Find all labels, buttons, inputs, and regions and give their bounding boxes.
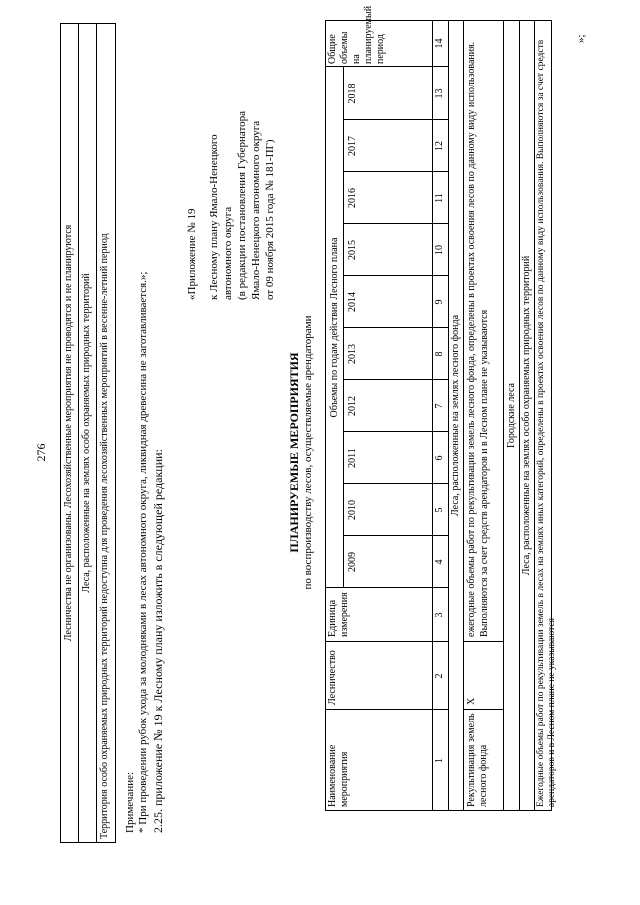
top-table-row: Территория особо охраняемых природных территорий недоступна для проведения лесохозяйственных мероприятий в весенне-летний период	[99, 233, 110, 839]
header-name: Наименование мероприятия	[327, 744, 350, 807]
row-text: Ежегодные объемы работ по рекультивации земель в лесах на землях иных категорий, определены в проектах освоения лесов по данному виду использования. Выполняются за счет средств арендаторов и в Лесном плане не указываются	[536, 39, 557, 807]
row-forestry: Х	[466, 697, 477, 705]
clause-text: 2.25. приложение № 19 к Лесному плану изложить в следующей редакции:	[151, 449, 165, 833]
header-volumes: Объемы по годам действия Лесного плана	[329, 237, 340, 418]
year-cell: 2009	[347, 552, 358, 572]
year-cell: 2018	[347, 83, 358, 104]
col-number: 5	[434, 507, 445, 513]
closing-mark: »;	[575, 34, 587, 43]
top-table-row: Леса, расположенные на землях особо охраняемых природных территорий	[81, 273, 92, 593]
col-number: 6	[434, 455, 445, 461]
heading-title: ПЛАНИРУЕМЫЕ МЕРОПРИЯТИЯ	[287, 352, 301, 553]
heading-subtitle: по воспроизводству лесов, осуществляемые арендаторами	[302, 315, 314, 590]
year-cell: 2016	[347, 188, 358, 208]
col-number: 1	[434, 758, 445, 763]
note-title: Примечание:	[124, 771, 136, 833]
col-number: 14	[434, 38, 445, 49]
page-number: 276	[34, 443, 48, 462]
divider	[78, 23, 79, 843]
col-number: 10	[434, 245, 445, 255]
col-number: 3	[434, 612, 445, 618]
col-number: 9	[434, 299, 445, 305]
year-cell: 2017	[347, 136, 358, 156]
year-cell: 2012	[347, 396, 358, 416]
col-number: 4	[434, 559, 445, 565]
appendix-line: (в редакции постановления Губернатора	[236, 111, 248, 300]
note-text: * При проведении рубок ухода за молодняками в лесах автономного округа, ликвидная древесина не заготавливается.»;	[137, 271, 149, 833]
row-text: ежегодные объемы работ по рекультивации земель лесного фонда, определены в проектах освоения лесов по данному виду использования. Выполняются за счет средств арендаторов и в Лесном плане не указываются	[466, 41, 490, 637]
col-number: 13	[434, 88, 445, 99]
col-number: 12	[434, 141, 445, 151]
year-cell: 2011	[347, 448, 358, 468]
appendix-line: Ямало-Ненецкого автономного округа	[250, 120, 262, 300]
col-number: 2	[434, 673, 445, 679]
year-cell: 2014	[347, 292, 358, 312]
header-forestry: Лесничество	[327, 650, 338, 705]
row-name: Рекультивация земель лесного фонда	[466, 713, 489, 807]
year-cell: 2013	[347, 344, 358, 364]
top-table-row: Лесничества не организованы. Лесохозяйственные мероприятия не проводятся и не планируются	[63, 224, 74, 642]
col-number: 8	[434, 351, 445, 357]
section-row: Леса, расположенные на землях лесного фонда	[450, 314, 461, 517]
appendix-line: к Лесному плану Ямало-Ненецкого	[208, 134, 220, 300]
appendix-line: от 09 ноября 2015 года № 181-ПГ)	[264, 139, 276, 300]
divider	[96, 23, 97, 843]
year-cell: 2015	[347, 240, 358, 260]
appendix-line: «Приложение № 19	[186, 208, 198, 300]
appendix-line: автономного округа	[222, 206, 234, 300]
section-row: Городские леса	[506, 383, 517, 448]
section-row: Леса, расположенные на землях особо охраняемых природных территорий	[521, 255, 532, 576]
header-total: Общие объемы на планируемый период	[327, 5, 386, 64]
year-cell: 2010	[347, 500, 358, 520]
header-unit: Единица измерения	[327, 592, 350, 637]
col-number: 7	[434, 403, 445, 409]
col-number: 11	[434, 193, 445, 203]
